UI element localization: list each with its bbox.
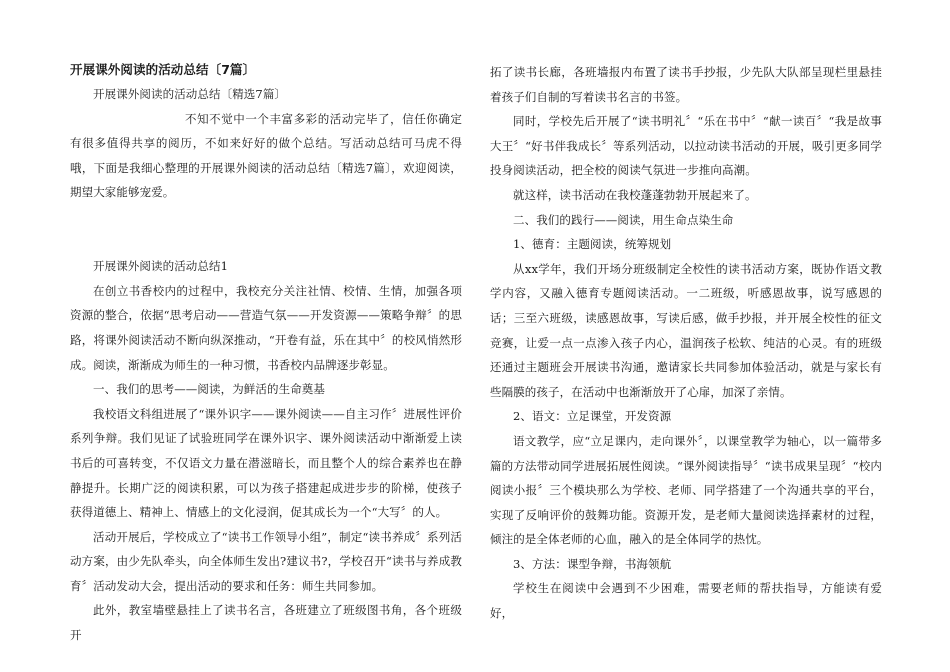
left-column [70,58,462,648]
body-paragraph: 我校语文科组进展了“课外识字——课外阅读——自主习作〞进展性评价系列争辩。我们见证了试验班同学在课外识字、课外阅读活动中渐渐爱上读书后的可喜转变，不仅语文力量在潜滋暗长，而且整个人的综合素养也在静静提升。长期广泛的阅读积累，可以为孩子搭建起成进步步的阶梯，使孩子获得道德上、精神上、情感上的文化浸润，促其成长为一个“大写〞的人。 [70,406,462,520]
body-heading: 一、我们的思考——阅读，为鲜活的生命奠基 [93,382,325,397]
body-paragraph: 从xx学年，我们开场分班级制定全校性的读书活动方案，既协作语文教学内容，又融入德育专题阅读活动。一二班级，听感恩故事，说写感恩的话；三至六班级，读感恩故事，写读后感，做手抄报，并开展全校性的征文竞赛，让爱一点一点渗入孩子内心，温润孩子松软、纯洁的心灵。有的班级还通过主题班会开展读书沟通，邀请家长共同参加体验活动，就是与家长有些隔膜的孩子，在活动中也渐渐放开了心扉，加深了亲情。 [490,261,882,399]
body-heading: 2、语文：立足课堂，开发资源 [513,409,672,424]
body-paragraph: 就这样，读书活动在我校蓬蓬勃勃开展起来了。 [513,187,757,202]
document-title: 开展课外阅读的活动总结〔7篇〕 [70,62,256,77]
body-heading: 3、方法：课型争辩，书海领航 [513,556,672,571]
document-subtitle: 开展课外阅读的活动总结〔精选7篇〕 [93,87,287,101]
blank-line [70,205,462,230]
body-paragraph: 此外，教室墙壁悬挂上了读书名言，各班建立了班级图书角，各个班级开 [70,603,462,643]
body-paragraph: 学校生在阅读中会遇到不少困难，需要老师的帮扶指导，方能读有爱好， [490,581,882,621]
body-paragraph: 在创立书香校内的过程中，我校充分关注社情、校情、生情，加强各项资源的整合，依据“思考启动——营造气氛——开发资源——策略争辩〞的思路，将课外阅读活动不断向纵深推动，“开卷有益，乐在其中〞的校风悄然形成。阅读，渐渐成为师生的一种习惯，书香校内品牌逐步彰显。 [70,283,462,372]
body-heading: 二、我们的践行——阅读，用生命点染生命 [513,212,734,227]
section-heading: 开展课外阅读的活动总结1 [93,259,229,274]
body-heading: 1、德育：主题阅读，统筹规划 [513,237,672,252]
body-paragraph: 活动开展后，学校成立了“读书工作领导小组”，制定“读书养成〞系列活动方案，由少先队牵头，向全体师生发出?建议书?，学校召开“读书与养成教育〞活动发动大会，提出活动的要求和任务：师生共同参加。 [70,529,462,593]
body-paragraph: 同时，学校先后开展了“读书明礼〞“乐在书中〞“献一读百〞“我是故事大王〞“好书伴我成长〞等系列活动，以拉动读书活动的开展，吸引更多同学投身阅读活动，把全校的阅读气氛进一步推向高潮。 [490,114,882,178]
continued-paragraph: 拓了读书长廊，各班墙报内布置了读书手抄报，少先队大队部呈现栏里悬挂着孩子们自制的写着读书名言的书签。 [490,65,882,104]
blank-line [70,230,462,255]
right-column [490,60,882,626]
body-paragraph: 语文教学，应“立足课内，走向课外〞，以课堂教学为轴心，以一篇带多篇的方法带动同学进展拓展性阅读。“课外阅读指导〞“读书成果呈现〞“校内阅读小报〞三个模块那么为学校、老师、同学搭建了一个沟通共享的平台，实现了反响评价的鼓舞功能。资源开发，是老师大量阅读选择素材的过程，倾注的是全体老师的心血，融入的是全体同学的热忱。 [490,433,882,547]
intro-paragraph: 不知不觉中一个丰富多彩的活动完毕了，信任你确定有很多值得共享的阅历，不如来好好的做个总结。写活动总结可马虎不得哦，下面是我细心整理的开展课外阅读的活动总结〔精选7篇〕，欢迎阅读，期望大家能够宠爱。 [70,111,462,200]
